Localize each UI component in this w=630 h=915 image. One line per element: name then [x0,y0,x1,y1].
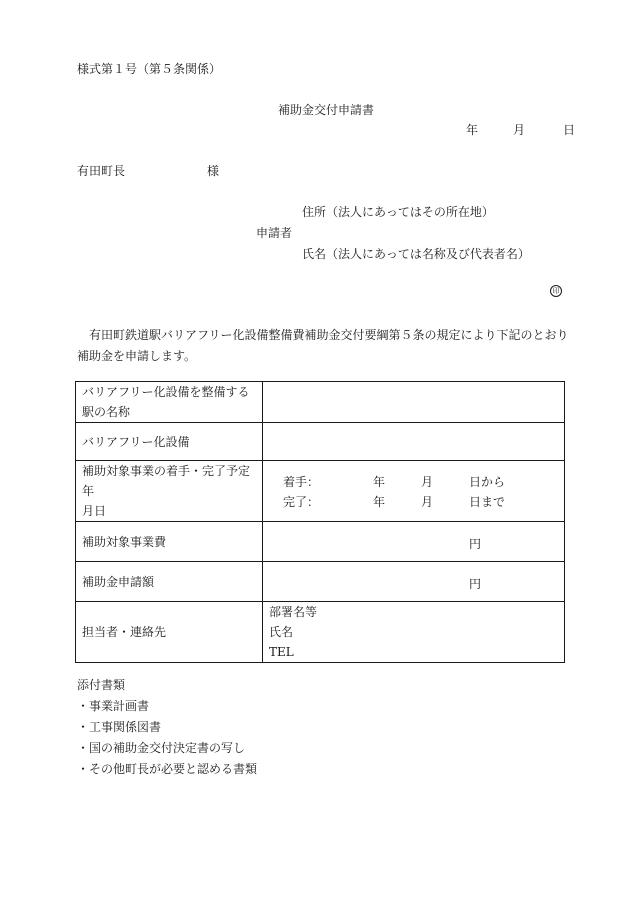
request-statement-line-1: 有田町鉄道駅バリアフリー化設備整備費補助金交付要綱第５条の規定により下記のとおり [89,328,569,342]
table-row-station [76,382,565,423]
tel-label: TEL [269,645,294,659]
table-row-equipment [76,423,565,461]
end-year: 年 [373,495,386,509]
applicant-label: 申請者 [256,226,293,240]
recipient-name: 有田町長 [77,164,126,178]
equipment-field[interactable] [263,423,565,461]
request-statement-line-2: 補助金を申請します。 [77,349,197,363]
date-month: 月 [513,123,526,137]
start-day-from: 日から [469,475,506,489]
applicant-address-label: 住所（法人にあってはその所在地） [302,205,494,219]
seal-mark: 印 [550,285,562,297]
end-day-until: 日まで [469,495,506,509]
contact-name-label: 氏名 [269,625,294,639]
project-cost-label: 補助対象事業費 [76,522,263,562]
schedule-field[interactable] [263,461,565,522]
contact-label: 担当者・連絡先 [76,602,263,663]
schedule-label: 補助対象事業の着手・完了予定年 月日 [76,461,263,522]
station-name-label: バリアフリー化設備を整備する 駅の名称 [76,382,263,423]
document-title: 補助金交付申請書 [278,103,375,117]
request-statement [77,325,577,367]
table-row-request [76,562,565,602]
project-cost-yen: 円 [469,537,482,551]
start-label: 着手： [283,475,320,489]
attachment-item: ・事業計画書 [77,699,150,713]
application-table [75,381,565,663]
request-amount-field[interactable] [263,562,565,602]
table-row-schedule [76,461,565,522]
start-month: 月 [421,475,434,489]
attachments-heading: 添付書類 [77,678,126,692]
attachment-item: ・国の補助金交付決定書の写し [77,741,246,755]
request-amount-yen: 円 [469,577,482,591]
form-number: 様式第１号（第５条関係） [77,62,222,76]
station-name-field[interactable] [263,382,565,423]
end-label: 完了： [283,495,320,509]
end-month: 月 [421,495,434,509]
start-year: 年 [373,475,386,489]
department-label: 部署名等 [269,605,318,619]
date-day: 日 [563,123,576,137]
table-row-contact [76,602,565,663]
attachments-section [77,675,257,780]
request-amount-label: 補助金申請額 [76,562,263,602]
recipient-honorific: 様 [207,164,220,178]
applicant-name-label: 氏名（法人にあっては名称及び代表者名） [302,247,530,261]
project-cost-field[interactable] [263,522,565,562]
attachment-item: ・その他町長が必要と認める書類 [77,762,258,776]
attachment-item: ・工事関係図書 [77,720,162,734]
date-year: 年 [466,123,479,137]
contact-field[interactable] [263,602,565,663]
table-row-cost [76,522,565,562]
equipment-label: バリアフリー化設備 [76,423,263,461]
